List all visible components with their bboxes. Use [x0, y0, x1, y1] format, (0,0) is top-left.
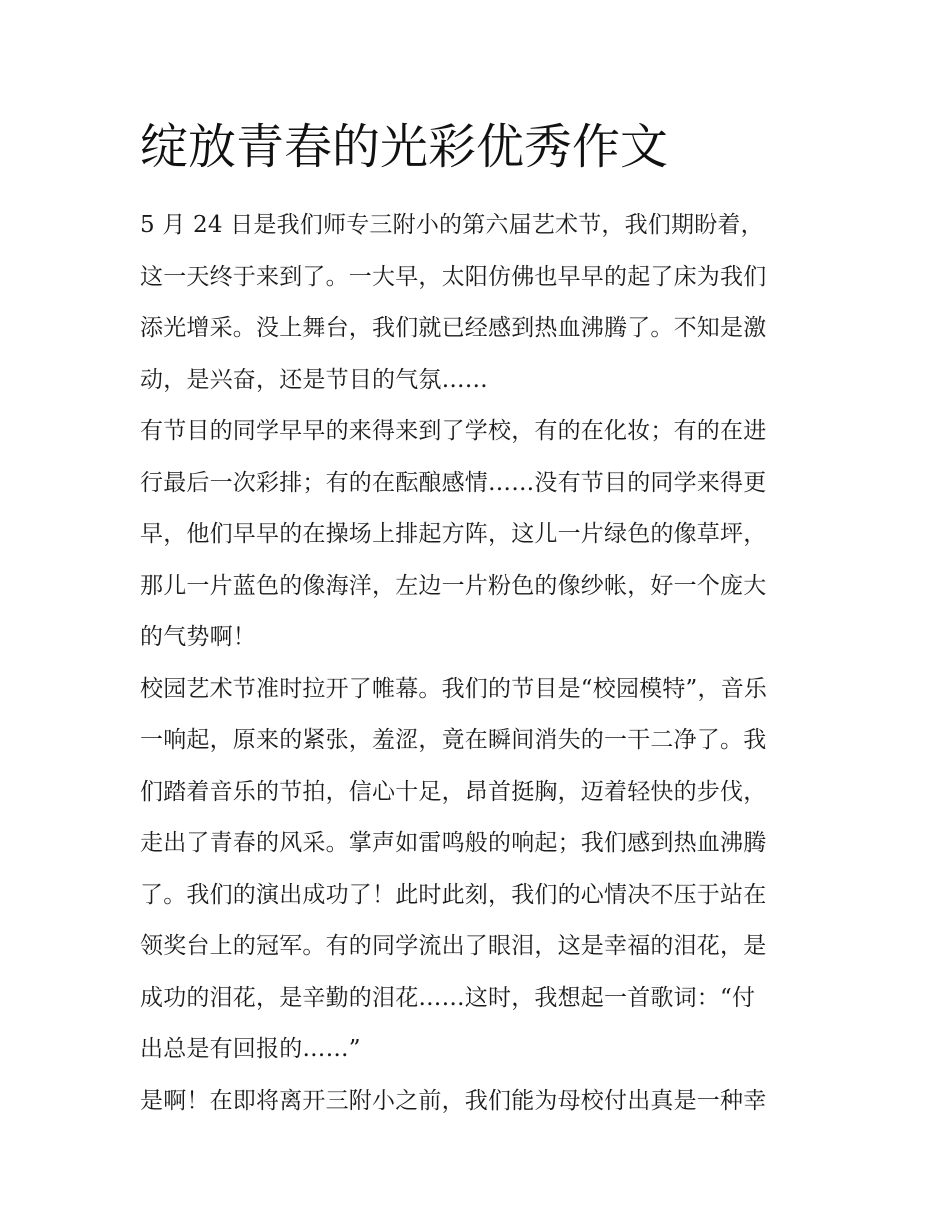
text-line: 成功的泪花，是辛勤的泪花……这时，我想起一首歌词：“付 — [140, 984, 756, 1011]
text-line: 们踏着音乐的节拍，信心十足，昂首挺胸，迈着轻快的步伐， — [140, 778, 767, 805]
text-line: 动，是兴奋，还是节目的气氛…… — [140, 366, 488, 393]
text-line: 了。我们的演出成功了！此时此刻，我们的心情决不压于站在 — [140, 881, 767, 908]
text-line: 早，他们早早的在操场上排起方阵，这儿一片绿色的像草坪， — [140, 521, 767, 547]
text-line: 这一天终于来到了。一大早，太阳仿佛也早早的起了床为我们 — [140, 263, 767, 290]
text-line: 走出了青春的风采。掌声如雷鸣般的响起；我们感到热血沸腾 — [140, 830, 767, 856]
text-line: 添光增采。没上舞台，我们就已经感到热血沸腾了。不知是激 — [140, 315, 767, 341]
document-body — [140, 203, 820, 1130]
text-line: 有节目的同学早早的来得来到了学校，有的在化妆；有的在进 — [140, 418, 767, 444]
text-line: 5 月 24 日是我们师专三附小的第六届艺术节，我们期盼着， — [140, 212, 764, 238]
text-line: 校园艺术节准时拉开了帷幕。我们的节目是“校园模特”，音乐 — [140, 675, 768, 702]
text-line: 领奖台上的冠军。有的同学流出了眼泪，这是幸福的泪花，是 — [140, 933, 767, 959]
text-line: 一响起，原来的紧张，羞涩，竟在瞬间消失的一干二净了。我 — [140, 727, 767, 753]
text-line: 是啊！在即将离开三附小之前，我们能为母校付出真是一种幸 — [140, 1087, 767, 1114]
text-line: 的气势啊！ — [140, 624, 256, 650]
document-title: 绽放青春的光彩优秀作文 — [140, 119, 669, 175]
text-line: 行最后一次彩排；有的在酝酿感情……没有节目的同学来得更 — [140, 469, 767, 496]
text-line: 那儿一片蓝色的像海洋，左边一片粉色的像纱帐，好一个庞大 — [140, 572, 767, 599]
text-line: 出总是有回报的……” — [140, 1036, 361, 1062]
